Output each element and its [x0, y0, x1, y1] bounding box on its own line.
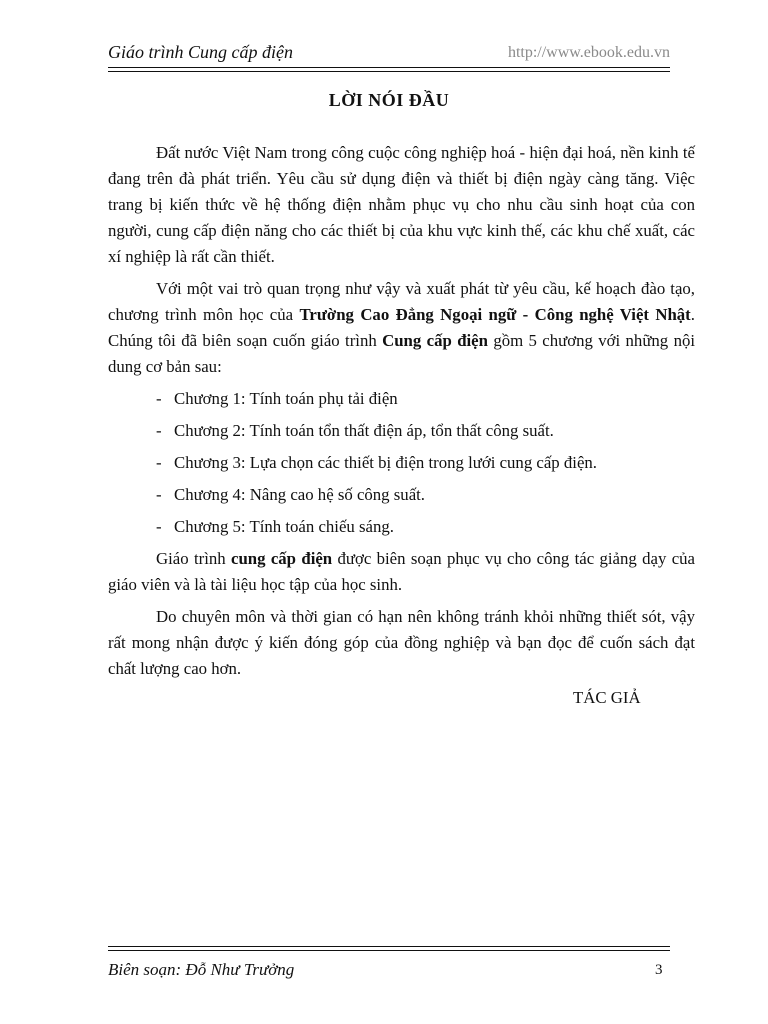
footer-author: Biên soạn: Đỗ Như Trưởng	[108, 960, 295, 979]
page-number: 3	[655, 962, 663, 978]
book-name: Cung cấp điện	[382, 331, 488, 350]
header-url: http://www.ebook.edu.vn	[507, 44, 670, 61]
header-book-title: Giáo trình Cung cấp điện	[108, 42, 293, 62]
chapter-1-label: Chương 1: Tính toán phụ tải điện	[174, 389, 398, 408]
header-rule-top	[108, 67, 670, 68]
chapter-4-label: Chương 4: Nâng cao hệ số công suất.	[174, 485, 425, 504]
list-dash: -	[156, 421, 162, 440]
paragraph-3-text-c: được biên soạn phục vụ cho công tác giảng dạy của giáo viên và là tài liệu học tập của học sinh.	[108, 549, 695, 594]
paragraph-3-bold: cung cấp điện	[231, 549, 333, 568]
header-rule-bottom	[108, 71, 670, 72]
footer-rule-top	[108, 946, 670, 947]
list-item-chapter-5	[108, 514, 695, 540]
chapter-list	[108, 386, 695, 540]
list-dash: -	[156, 453, 162, 472]
body-text	[108, 140, 695, 688]
paragraph-2-text-a: Với một vai trò quan trọng như vậy và xuất phát từ yêu cầu, kế hoạch đào tạo, chương trình môn học của	[108, 279, 695, 324]
page-title: LỜI NÓI ĐẦU	[328, 90, 450, 110]
list-item-chapter-3	[108, 450, 695, 476]
paragraph-2	[108, 276, 695, 380]
paragraph-1: Đất nước Việt Nam trong công cuộc công nghiệp hoá - hiện đại hoá, nền kinh tế đang trên đà phát triển. Yêu cầu sử dụng điện và thiết bị điện ngày càng tăng. Việc trang bị kiến thức về hệ thống điện nhằm phục vụ cho nhu cầu sinh hoạt của con người, cung cấp điện năng cho các thiết bị của khu vực kinh thế, các khu chế xuất, các xí nghiệp là rất cần thiết.	[108, 143, 695, 266]
list-item-chapter-2	[108, 418, 695, 444]
list-item-chapter-1	[108, 386, 695, 412]
paragraph-2-text-e: gồm 5 chương với những nội dung cơ bản sau:	[108, 331, 696, 376]
paragraph-2-text-c: . Chúng tôi đã biên soạn cuốn giáo trình	[108, 305, 695, 350]
chapter-3-label: Chương 3: Lựa chọn các thiết bị điện trong lưới cung cấp điện.	[174, 453, 597, 472]
list-dash: -	[156, 389, 162, 408]
list-dash: -	[156, 485, 162, 504]
paragraph-3	[108, 546, 695, 598]
paragraph-4: Do chuyên môn và thời gian có hạn nên không tránh khỏi những thiết sót, vậy rất mong nhận được ý kiến đóng góp của đồng nghiệp và bạn đọc để cuốn sách đạt chất lượng cao hơn.	[108, 607, 695, 678]
list-dash: -	[156, 517, 162, 536]
page-header	[108, 40, 670, 66]
footer-rule-bottom	[108, 950, 670, 951]
school-name: Trường Cao Đẳng Ngoại ngữ - Công nghệ Việt Nhật	[299, 305, 691, 324]
chapter-5-label: Chương 5: Tính toán chiếu sáng.	[174, 517, 394, 536]
chapter-2-label: Chương 2: Tính toán tổn thất điện áp, tổn thất công suất.	[174, 421, 554, 440]
paragraph-3-text-a: Giáo trình	[156, 549, 231, 568]
author-signature: TÁC GIẢ	[573, 688, 641, 707]
list-item-chapter-4	[108, 482, 695, 508]
